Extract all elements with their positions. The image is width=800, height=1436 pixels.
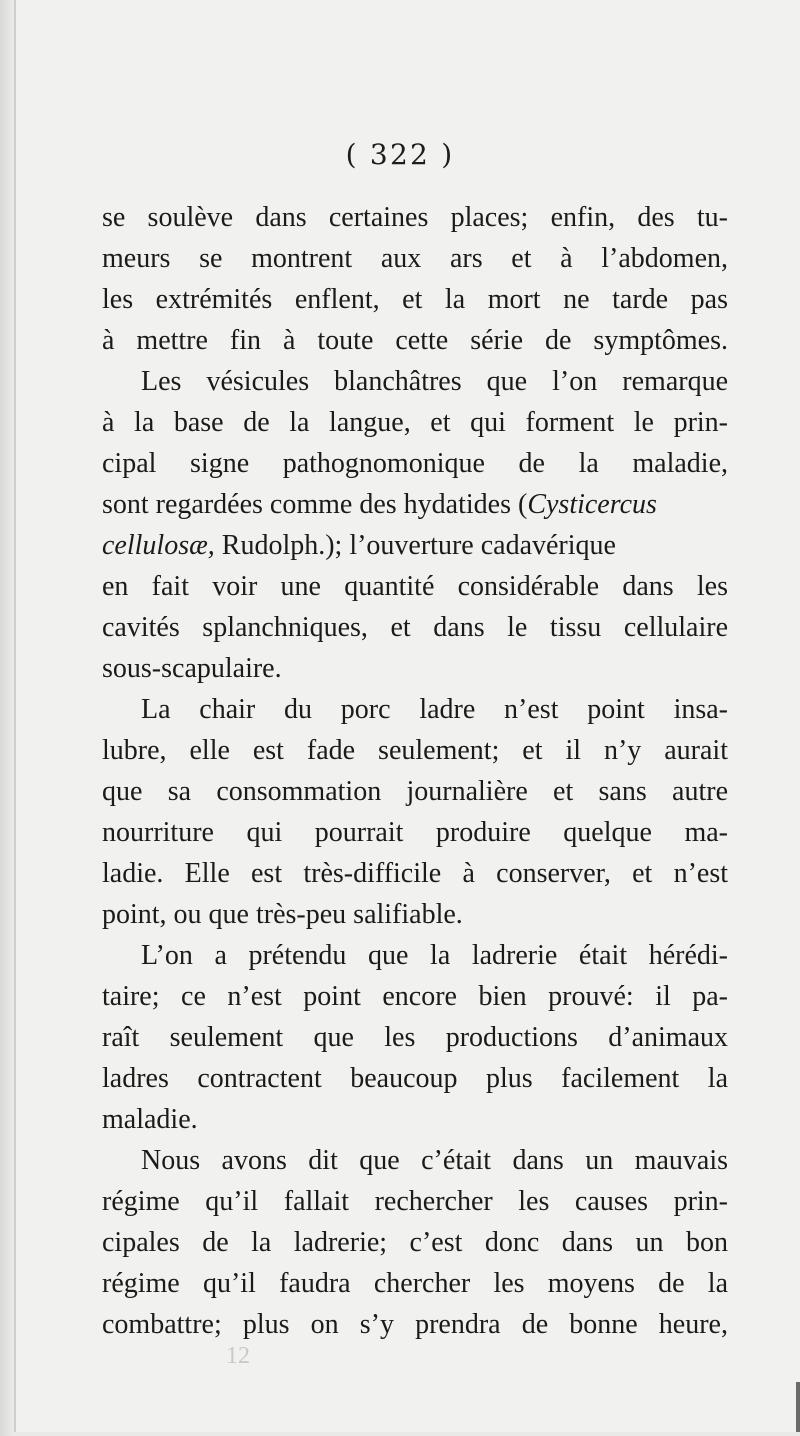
italic-text: Cysticercus <box>527 489 657 520</box>
text-line: sous-scapulaire. <box>102 653 282 684</box>
text-line: raît seulement que les productions d’animaux <box>102 1022 728 1053</box>
text-line: point, ou que très-peu salifiable. <box>102 899 463 930</box>
text-line: L’on a prétendu que la ladrerie était hérédi- <box>141 940 728 971</box>
body-text <box>102 197 728 1345</box>
text-line: nourriture qui pourrait produire quelque ma- <box>102 817 728 848</box>
text-line: cavités splanchniques, et dans le tissu cellulaire <box>102 612 728 643</box>
text-segment: Rudolph.); l’ouverture cadavérique <box>214 530 616 561</box>
text-line: combattre; plus on s’y prendra de bonne heure, <box>102 1309 728 1340</box>
text-line: Les vésicules blanchâtres que l’on remarque <box>141 366 728 397</box>
text-line: ladres contractent beaucoup plus facilement la <box>102 1063 728 1094</box>
scan-edge-mark <box>796 1382 800 1432</box>
text-line: se soulève dans certaines places; enfin, des tu- <box>102 202 728 233</box>
text-line: les extrémités enflent, et la mort ne tarde pas <box>102 284 728 315</box>
text-line: La chair du porc ladre n’est point insa- <box>141 694 728 725</box>
text-line: cipal signe pathognomonique de la maladie, <box>102 448 728 479</box>
italic-text: cellulosæ, <box>102 530 215 561</box>
page-number: ( 322 ) <box>345 138 455 171</box>
text-line: Nous avons dit que c’était dans un mauvais <box>141 1145 728 1176</box>
text-line <box>102 484 728 525</box>
text-line: meurs se montrent aux ars et à l’abdomen, <box>102 243 728 274</box>
text-segment: sont regardées comme des hydatides ( <box>102 489 528 520</box>
text-line: à la base de la langue, et qui forment le prin- <box>102 407 728 438</box>
text-line: à mettre fin à toute cette série de symptômes. <box>102 325 728 356</box>
text-line: taire; ce n’est point encore bien prouvé: il pa- <box>102 981 728 1012</box>
text-line <box>102 525 728 566</box>
text-line: maladie. <box>102 1104 198 1135</box>
text-line: lubre, elle est fade seulement; et il n’y aurait <box>102 735 728 766</box>
text-line: ladie. Elle est très-difficile à conserver, et n’est <box>102 858 728 889</box>
text-line: en fait voir une quantité considérable dans les <box>102 571 728 602</box>
text-line: régime qu’il fallait rechercher les causes prin- <box>102 1186 728 1217</box>
text-line: cipales de la ladrerie; c’est donc dans un bon <box>102 1227 728 1258</box>
text-line: que sa consommation journalière et sans autre <box>102 776 728 807</box>
signature-mark: 12 <box>226 1343 250 1369</box>
text-line: régime qu’il faudra chercher les moyens de la <box>102 1268 728 1299</box>
page-edge-shadow <box>0 0 14 1436</box>
